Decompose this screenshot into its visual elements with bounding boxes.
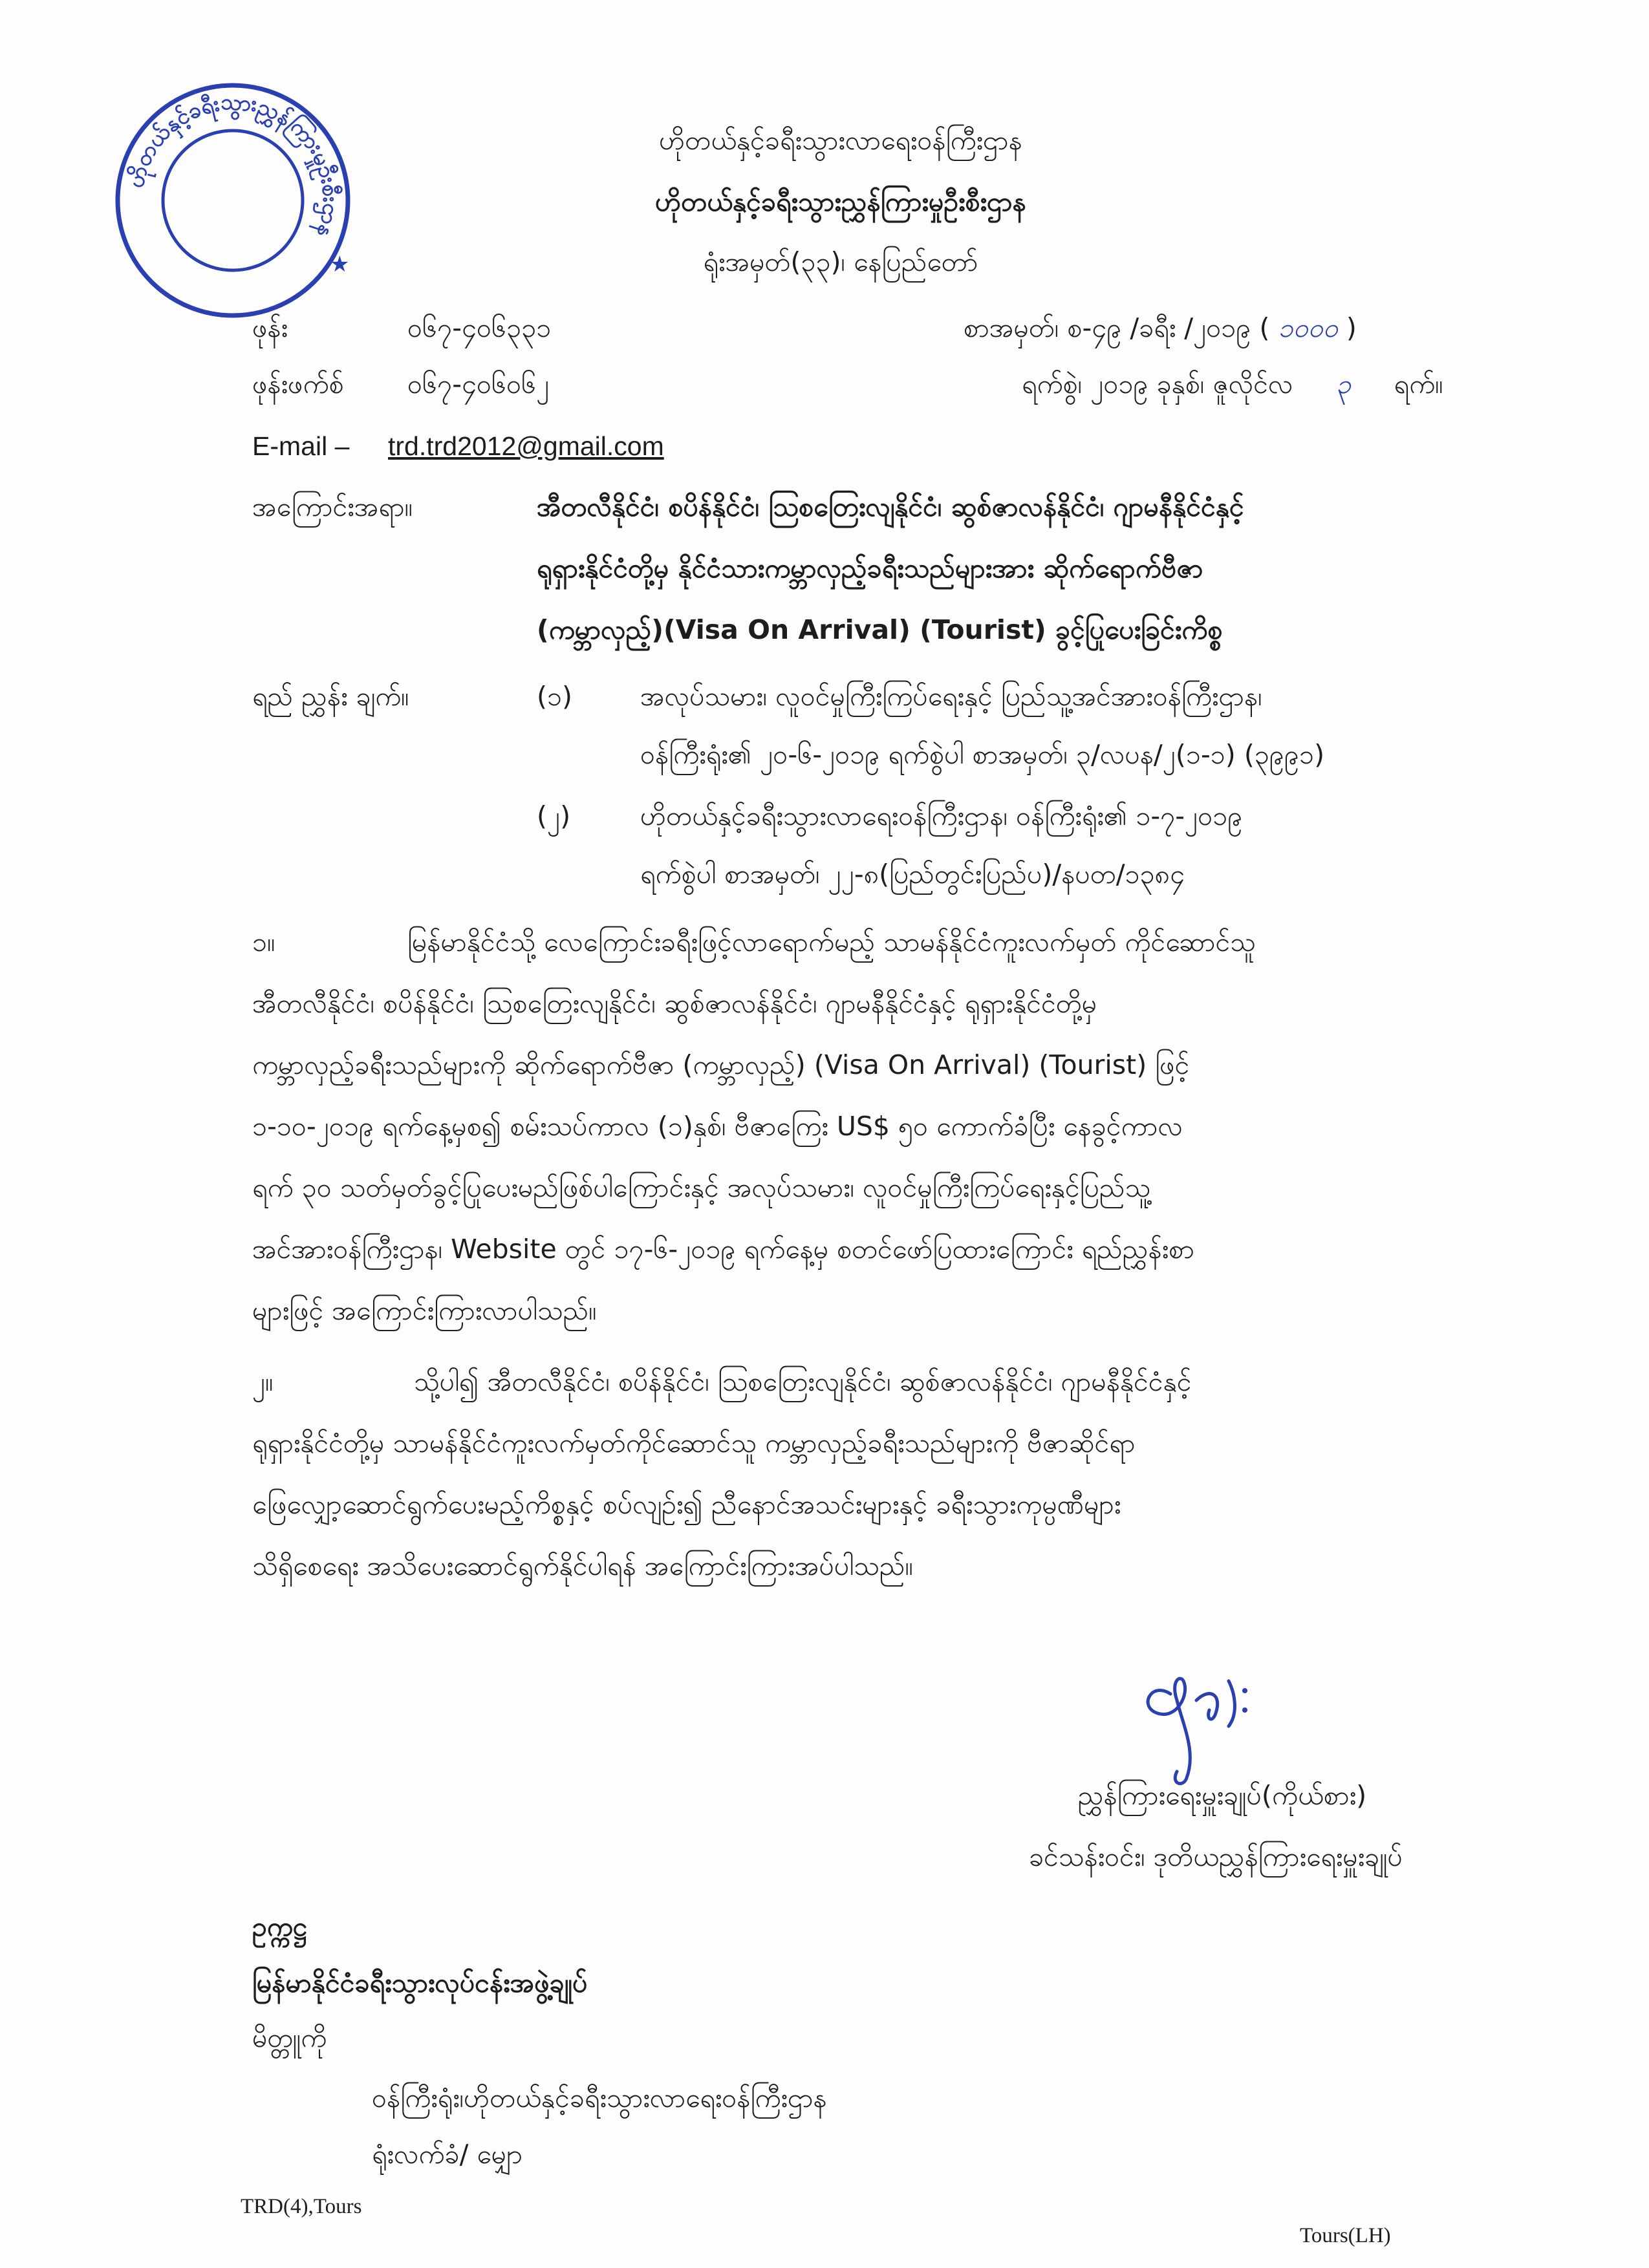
copy-to-label: မိတ္တူကို xyxy=(252,2022,327,2053)
fax-label: ဖုန်းဖက်စ် xyxy=(252,369,344,400)
paragraph-line: များဖြင့် အကြောင်းကြားလာပါသည်။ xyxy=(252,1295,597,1326)
letter-number-row xyxy=(964,314,1357,343)
paragraph-line: အီတလီနိုင်ငံ၊ စပိန်နိုင်ငံ၊ သြစတြေးလျနိုင်ငံ၊ ဆွစ်ဇာလန်နိုင်ငံ၊ ဂျာမနီနိုင်ငံနှင့် ရုရှားနိုင်ငံတို့မှ xyxy=(252,988,1097,1019)
department-name: ဟိုတယ်နှင့်ခရီးသွားညွှန်ကြားမှုဦးစီးဌာန xyxy=(655,186,1026,217)
paragraph-line: အင်အားဝန်ကြီးဌာန၊ Website တွင် ၁၇-၆-၂၀၁၉ ရက်နေ့မှ စတင်ဖော်ပြထားကြောင်း ရည်ညွှန်းစာ xyxy=(252,1234,1195,1265)
date-suffix: ရက်။ xyxy=(1394,369,1443,400)
ministry-name: ဟိုတယ်နှင့်ခရီးသွားလာရေးဝန်ကြီးဌာန xyxy=(659,125,1022,156)
official-seal xyxy=(110,78,356,323)
email-address: trd.trd2012@gmail.com xyxy=(388,431,664,461)
reference-number: (၂) xyxy=(537,800,571,831)
svg-text:★: ★ xyxy=(330,251,350,277)
office-address: ရုံးအမှတ်(၃၃)၊ နေပြည်တော် xyxy=(703,246,978,277)
reference-line: ဝန်ကြီးရုံး၏ ၂၀-၆-၂၀၁၉ ရက်စွဲပါ စာအမှတ်၊ ၃/လပန/၂(၁-၁) (၃၉၉၁) xyxy=(640,739,1325,770)
handwritten-signature xyxy=(1125,1655,1293,1797)
letter-number-close: ) xyxy=(1346,312,1357,343)
seal-graphic xyxy=(110,78,356,323)
paragraph-line: ၁-၁၀-၂၀၁၉ ရက်နေ့မှစ၍ စမ်းသပ်ကာလ (၁)နှစ်၊ ဗီဇာကြေး US$ ၅၀ ကောက်ခံပြီး နေခွင့်ကာလ xyxy=(252,1111,1183,1142)
letter-number: စာအမှတ်၊ စ-၄၉ /ခရီး /၂၀၁၉ ( xyxy=(964,312,1270,343)
reference-line: ရက်စွဲပါ စာအမှတ်၊ ၂၂-၈(ပြည်တွင်းပြည်ပ)/နပတ/၁၃၈၄ xyxy=(640,859,1185,890)
signature-name: ခင်သန်းဝင်း၊ ဒုတိယညွှန်ကြားရေးမှူးချုပ် xyxy=(1029,1841,1403,1872)
email-label: E-mail – xyxy=(252,431,350,461)
copy-to-item: ရုံးလက်ခံ/ မျှော xyxy=(372,2139,523,2170)
svg-text:ဟိုတယ်နှင့်ခရီးသွားညွှန်ကြားမှ: ဟိုတယ်နှင့်ခရီးသွားညွှန်ကြားမှုဦးစီးဌာန xyxy=(123,89,344,241)
paragraph-line: သိရှိစေရေး အသိပေးဆောင်ရွက်နိုင်ပါရန် အကြောင်းကြားအပ်ပါသည်။ xyxy=(252,1550,913,1581)
paragraph-line: သို့ပါ၍ အီတလီနိုင်ငံ၊ စပိန်နိုင်ငံ၊ သြစတြေးလျနိုင်ငံ၊ ဆွစ်ဇာလန်နိုင်ငံ၊ ဂျာမနီနိုင်ငံနှင့် xyxy=(414,1366,1192,1397)
subject-label: အကြောင်းအရာ။ xyxy=(252,491,413,522)
paragraph-number: ၂။ xyxy=(252,1366,274,1397)
phone-number: ၀၆၇-၄၀၆၃၃၁ xyxy=(407,312,552,343)
date-handwritten: ၃ xyxy=(1335,369,1352,400)
reference-number: (၁) xyxy=(537,681,573,712)
addressee-label: ဥက္ကဋ္ဌ xyxy=(252,1911,308,1942)
subject-line: အီတလီနိုင်ငံ၊ စပိန်နိုင်ငံ၊ သြစတြေးလျနိုင်ငံ၊ ဆွစ်ဇာလန်နိုင်ငံ၊ ဂျာမနီနိုင်ငံနှင့် xyxy=(537,491,1244,522)
paragraph-line: ရုရှားနိုင်ငံတို့မှ သာမန်နိုင်ငံကူးလက်မှတ်ကိုင်ဆောင်သူ ကမ္ဘာလှည့်ခရီးသည်များကို ဗီဇာဆိုင်ရာ xyxy=(252,1428,1136,1459)
paragraph-line: ကမ္ဘာလှည့်ခရီးသည်များကို ဆိုက်ရောက်ဗီဇာ (ကမ္ဘာလှည့်) (Visa On Arrival) (Tourist) ဖြင့် xyxy=(252,1049,1190,1080)
phone-label: ဖုန်း xyxy=(252,312,288,343)
paragraph-line: ရက် ၃၀ သတ်မှတ်ခွင့်ပြုပေးမည်ဖြစ်ပါကြောင်းနှင့် အလုပ်သမား၊ လူဝင်မှုကြီးကြပ်ရေးနှင့်ပြည်သူ့ xyxy=(252,1172,1151,1203)
paragraph-line: မြန်မာနိုင်ငံသို့ လေကြောင်းခရီးဖြင့်လာရောက်မည့် သာမန်နိုင်ငံကူးလက်မှတ် ကိုင်ဆောင်သူ xyxy=(407,926,1256,957)
reference-line: အလုပ်သမား၊ လူဝင်မှုကြီးကြပ်ရေးနှင့် ပြည်သူ့အင်အားဝန်ကြီးဌာန၊ xyxy=(640,681,1262,712)
date-prefix: ရက်စွဲ၊ ၂၀၁၉ ခုနှစ်၊ ဇူလိုင်လ xyxy=(1022,369,1293,400)
reference-line: ဟိုတယ်နှင့်ခရီးသွားလာရေးဝန်ကြီးဌာန၊ ဝန်ကြီးရုံး၏ ၁-၇-၂၀၁၉ xyxy=(640,800,1243,831)
copy-to-item: ဝန်ကြီးရုံး၊ဟိုတယ်နှင့်ခရီးသွားလာရေးဝန်ကြီးဌာန xyxy=(372,2082,827,2113)
addressee-organization: မြန်မာနိုင်ငံခရီးသွားလုပ်ငန်းအဖွဲ့ချုပ် xyxy=(252,1967,588,1998)
subject-line: (ကမ္ဘာလှည့်)(Visa On Arrival) (Tourist) ခွင့်ပြုပေးခြင်းကိစ္စ xyxy=(537,614,1223,645)
paragraph-line: ဖြေလျှော့ဆောင်ရွက်ပေးမည့်ကိစ္စနှင့် စပ်လျဉ်း၍ ညီနောင်အသင်းများနှင့် ခရီးသွားကုမ္ပဏီများ xyxy=(252,1489,1121,1520)
subject-line: ရုရှားနိုင်ငံတို့မှ နိုင်ငံသားကမ္ဘာလှည့်ခရီးသည်များအား ဆိုက်ရောက်ဗီဇာ xyxy=(537,553,1203,584)
signature-title: ညွှန်ကြားရေးမှူးချုပ်(ကိုယ်စား) xyxy=(1077,1780,1367,1811)
footer-left: TRD(4),Tours xyxy=(241,2195,362,2218)
date-row xyxy=(1022,370,1443,399)
fax-number: ၀၆၇-၄၀၆၀၆၂ xyxy=(407,369,550,400)
paragraph-number: ၁။ xyxy=(252,926,275,957)
footer-right: Tours(LH) xyxy=(1300,2224,1391,2247)
letter-number-handwritten: ၁၀၀၀ xyxy=(1278,312,1338,343)
references-label: ရည် ညွှန်း ချက်။ xyxy=(252,681,409,712)
